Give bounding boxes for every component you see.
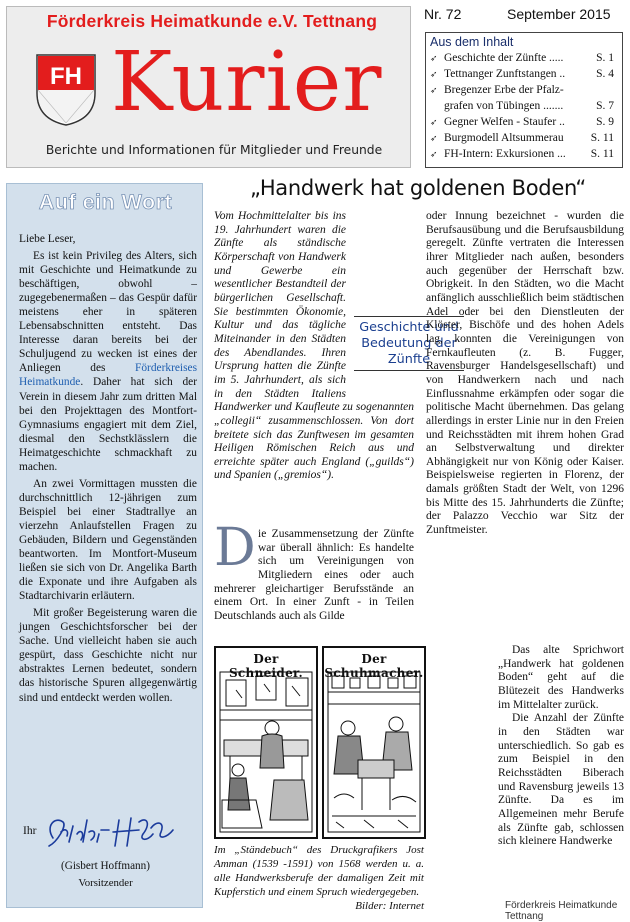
sidebar-text: . Daher hat sich der Verein in diesem Jahr zum dritten Mal bei den Projekttagen des Montfort-Gymnasiums engagiert mit dem Ziel, diesmal den Sechstklässlern die Heimatgeschichte schmackhaft zu machen. — [19, 376, 197, 473]
toc-item-title: Geschichte der Zünfte ..... — [444, 52, 564, 64]
article-body-right: oder Innung bezeichnet - wurden die Berufsausübung und die Berufsausbildung geregelt. Zünfte vertraten die Interessen ihrer Mitglieder nach außen, besonders auch gegenüber der Herrschaft bzw. Obrigkeit. In den Städten, wo die Macht anfänglich ausschließlich beim städtischen Adel oder bei den Dienstleuten der Klöster, Bischöfe und des hohen Adels lag, konnten die Vereinigungen von Fernkaufleuten (z. B. Fugger, Ravensburger Handelsgesellschaft) und von Handwerkern nach und nach Einflussnahme erkämpfen oder sogar die politische Macht übernehmen. Das gelang allerdings in erster Linie nur in den Freien und Reichsstädten mit ihrem hohen Grad an Selbstverwaltung und direkter Abhängigkeit nur von König oder Kaiser. Beispielsweise regierten in Florenz, der damals größten Stadt der Welt, von 1296 bis Mitte des 15. Jahrhunderts die Zünfte; der Palazzo Vecchio war Sitz der Zunftmeister. — [426, 210, 624, 537]
sidebar-text: Es ist kein Privileg des Alters, sich mit Geschichte und Heimatkunde zu beschäftigen, obwohl – zugegebenermaßen – das Gespür dafür meistens eher in späteren Lebensabschnitten entsteht. Das Interesse daran bereits bei der Schuljugend zu wecken ist eines der Anliegen des — [19, 250, 197, 375]
arrow-icon: ➶ — [430, 117, 438, 127]
toc-item-page: S. 11 — [590, 132, 614, 144]
sidebar-paragraph — [19, 249, 197, 474]
toc-heading: Aus dem Inhalt — [430, 35, 514, 49]
pullquote: Geschichte und Bedeutung der Zünfte — [354, 316, 464, 371]
toc-item-title: Gegner Welfen - Staufer .. — [444, 116, 565, 128]
toc-item[interactable] — [430, 98, 618, 114]
toc-item[interactable] — [430, 66, 618, 82]
coat-of-arms-icon — [35, 53, 97, 127]
arrow-icon: ➶ — [430, 69, 438, 79]
footer-credit: Förderkreis Heimatkunde Tettnang — [505, 900, 618, 922]
body-text: ie Zusammensetzung der Zünfte war überall ähnlich: Es handelte sich um Vereinigungen von Mitgliedern eines oder auch mehrerer gleichartiger Berufsstände an einem Ort. In einer Zunft - in Teilen Deutschlands auch als Gilde — [214, 528, 414, 622]
woodcut-illustrations — [214, 646, 426, 839]
toc-item[interactable] — [430, 50, 618, 66]
article-body-narrow — [498, 644, 624, 849]
society-name: Förderkreis Heimatkunde e.V. Tettnang — [46, 11, 378, 31]
toc-item-page: S. 1 — [596, 52, 614, 64]
issue-date: September 2015 — [507, 6, 611, 22]
toc-item[interactable] — [430, 146, 618, 162]
editorial-sidebar — [6, 183, 203, 908]
sidebar-paragraph: An zwei Vormittagen mussten die durchschnittlich 12-jährigen zum Beispiel bei einer Stadtrallye an vierzehn Anlaufstellen Fragen zu Gebäuden, Bildern und Gegenständen beantworten. Im Montfort-Museum ließen sie sich von Dr. Angelika Barth die Exponate und ihre Aufgaben als Stadtarchivarin erläutern. — [19, 477, 197, 603]
masthead — [6, 6, 411, 168]
logo-letters: FH — [50, 63, 82, 90]
article-headline: „Handwerk hat goldenen Boden“ — [249, 176, 587, 200]
arrow-icon: ➶ — [430, 53, 438, 63]
dropcap-spacer — [214, 528, 258, 580]
table-of-contents — [425, 32, 623, 168]
newsletter-subtitle: Berichte und Informationen für Mitglieder und Freunde — [45, 143, 383, 157]
toc-item-page: S. 7 — [596, 100, 614, 112]
woodcut-title: Der Schneider. — [228, 652, 304, 680]
toc-item-page: S. 9 — [596, 116, 614, 128]
article-body-start — [214, 528, 414, 624]
toc-item-title: FH-Intern: Exkursionen ... — [444, 148, 566, 160]
society-link[interactable]: Förderkreises Heimatkunde — [19, 362, 197, 389]
arrow-icon: ➶ — [430, 149, 438, 159]
intro-text: Vom Hochmittelalter bis ins 19. Jahrhundert waren die Zünfte als ständische Körperschaft von Handwerk und Gewerbe ein wesentlicher Bestandteil der bürgerlichen Gesellschaft. Sie bestimmten Ökonomie, Kultur und das tägliche Miteinander in den Städten des Abendlandes. Ihren Ursprung hatten die Zünfte im 5. Jahrhundert, als sich in den Städten Italiens Handwerker und Kaufleute zu sogenannten „collegii“ zusammenschlossen. Von dort breitete sich das Zunftwesen im gesamten Heiligen Römischen Reich aus und erreichte später auch England („guilds“) und Spanien („gremios“). — [214, 210, 414, 482]
sidebar-body — [19, 232, 197, 708]
issue-number: Nr. 72 — [424, 6, 462, 22]
toc-item-title: Bregenzer Erbe der Pfalz- — [444, 84, 564, 96]
greeting: Liebe Leser, — [19, 233, 76, 245]
drop-cap: D — [214, 518, 256, 578]
woodcut-tailor — [214, 646, 318, 839]
toc-item-page: S. 11 — [590, 148, 614, 160]
woodcut-shoemaker — [322, 646, 426, 839]
sidebar-heading: Auf ein Wort — [38, 190, 173, 214]
image-caption — [214, 843, 424, 913]
tailor-woodcut-icon — [216, 670, 316, 836]
body-paragraph: Die Anzahl der Zünfte in den Städten war unterschiedlich. So gab es zum Beispiel in den Reichsstädten Biberach und Ravensburg jeweils 13 Zünfte. Da es im Allgemeinen mehr Berufe als Zünfte gab, schlossen sich kleinere Handwerke — [498, 712, 624, 848]
newsletter-title: Kurier — [111, 35, 383, 130]
sidebar-paragraph: Mit großer Begeisterung waren die jungen Geschichtsforscher bei der Sache. Und vielleicht haben sie auch gespürt, dass Geschichte nicht nur abstraktes Lernen bedeutet, sondern das historische Spuren allgegenwärtig sind und entdeckt werden wollen. — [19, 607, 197, 704]
toc-item-title: Tettnanger Zunftstangen .. — [444, 68, 566, 80]
handwritten-signature-icon — [39, 812, 179, 852]
caption-credit: Bilder: Internet — [355, 900, 424, 912]
toc-item[interactable] — [430, 82, 618, 98]
arrow-icon: ➶ — [430, 85, 438, 95]
toc-item[interactable] — [430, 130, 618, 146]
toc-item[interactable] — [430, 114, 618, 130]
caption-text: Im „Ständebuch“ des Druckgrafikers Jost Amman (1539 -1591) von 1568 werden u. a. alle Handwerksberufe der damaligen Zeit mit Kupferstich und einem Spruch wiedergegeben. — [214, 844, 424, 898]
body-paragraph: Das alte Sprichwort „Handwerk hat goldenen Boden“ geht auf die Blütezeit des Handwerks im Mittelalter zurück. — [498, 644, 624, 711]
toc-item-title: Burgmodell Altsummerau — [444, 132, 564, 144]
author-role: Vorsitzender — [78, 877, 133, 889]
toc-item-title: grafen von Tübingen ....... — [444, 100, 564, 112]
author-name: (Gisbert Hoffmann) — [61, 860, 150, 872]
shoemaker-woodcut-icon — [324, 670, 424, 836]
woodcut-title: Der Schuhmacher. — [324, 652, 424, 680]
toc-item-page: S. 4 — [596, 68, 614, 80]
closing-word: Ihr — [23, 825, 37, 837]
arrow-icon: ➶ — [430, 133, 438, 143]
